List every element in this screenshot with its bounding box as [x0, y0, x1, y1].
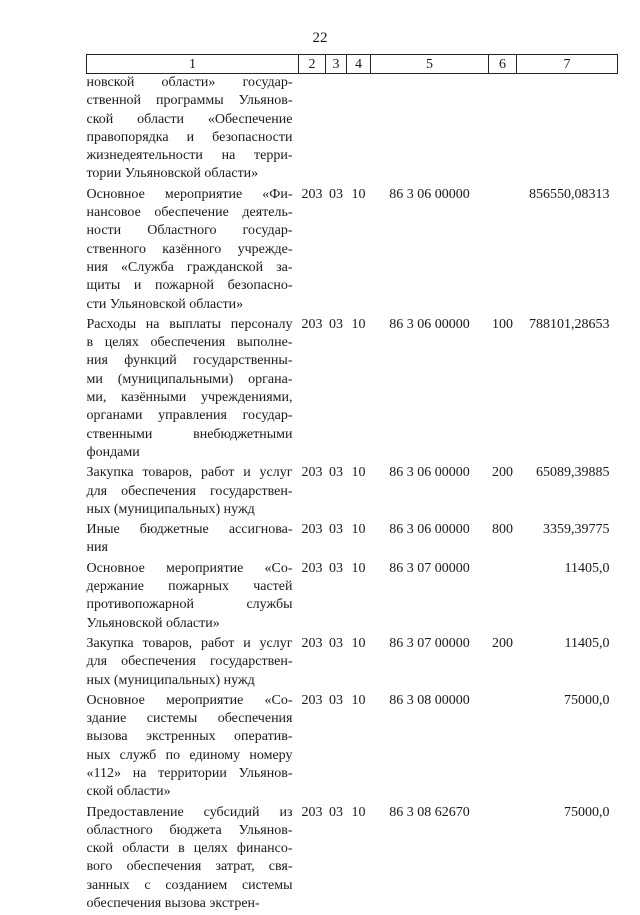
item-name-line: Предоставление субсидий из	[87, 804, 293, 822]
cell-ministry-code: 203	[299, 804, 326, 915]
item-name-line: ми, казёнными учреждениями,	[87, 389, 293, 407]
item-name-line: органами управления государ-	[87, 407, 293, 425]
cell-target-article: 86 3 06 00000	[371, 464, 489, 521]
cell-section-code: 03	[326, 316, 347, 464]
cell-subsection-code: 10	[347, 186, 371, 316]
cell-subsection-code: 10	[347, 560, 371, 635]
item-name-line: ных служб по единому номеру	[87, 747, 293, 765]
item-name-line: ми (муниципальными) органа-	[87, 371, 293, 389]
cell-amount: 65089,39885	[517, 464, 618, 521]
item-name-line: Расходы на выплаты персоналу	[87, 316, 293, 334]
item-name-line: областного бюджета Ульянов-	[87, 822, 293, 840]
item-name-line: Ульяновской области»	[87, 615, 293, 633]
cell-item-name	[87, 186, 299, 316]
cell-amount: 75000,0	[517, 804, 618, 915]
cell-subsection-code: 10	[347, 521, 371, 560]
item-name-line: для обеспечения государствен-	[87, 483, 293, 501]
table-row	[87, 464, 618, 521]
cell-section-code: 03	[326, 560, 347, 635]
item-name-line: обеспечения вызова экстрен-	[87, 895, 293, 913]
item-name-line: «112» на территории Ульянов-	[87, 765, 293, 783]
cell-item-name	[87, 521, 299, 560]
header-col-2: 2	[299, 55, 326, 74]
cell-expense-type: 200	[489, 635, 517, 692]
cell-subsection-code: 10	[347, 635, 371, 692]
item-name-line: щиты и пожарной безопасно-	[87, 277, 293, 295]
table-row	[87, 692, 618, 804]
item-name-line: ния	[87, 539, 293, 557]
table-row	[87, 316, 618, 464]
item-name-line: новской области» государ-	[87, 74, 293, 92]
header-col-6: 6	[489, 55, 517, 74]
cell-section-code: 03	[326, 692, 347, 804]
cell-item-name	[87, 692, 299, 804]
cell-ministry-code: 203	[299, 316, 326, 464]
cell-target-article: 86 3 06 00000	[371, 316, 489, 464]
cell-target-article: 86 3 08 62670	[371, 804, 489, 915]
cell-target-article: 86 3 06 00000	[371, 521, 489, 560]
cell-amount: 11405,0	[517, 635, 618, 692]
item-name-line: держание пожарных частей	[87, 578, 293, 596]
cell-amount: 75000,0	[517, 692, 618, 804]
cell-amount: 788101,28653	[517, 316, 618, 464]
cell-expense-type	[489, 74, 517, 186]
header-col-4: 4	[347, 55, 371, 74]
item-name-line: Основное мероприятие «Со-	[87, 692, 293, 710]
item-name-line: здание системы обеспечения	[87, 710, 293, 728]
item-name-line: ственного казённого учрежде-	[87, 241, 293, 259]
item-name-line: правопорядка и безопасности	[87, 129, 293, 147]
item-name-line: в целях обеспечения выполне-	[87, 334, 293, 352]
header-col-3: 3	[326, 55, 347, 74]
cell-target-article: 86 3 07 00000	[371, 635, 489, 692]
cell-expense-type	[489, 560, 517, 635]
item-name-line: вызова экстренных оператив-	[87, 728, 293, 746]
cell-amount: 3359,39775	[517, 521, 618, 560]
cell-expense-type: 200	[489, 464, 517, 521]
cell-target-article: 86 3 08 00000	[371, 692, 489, 804]
item-name-line: фондами	[87, 444, 293, 462]
cell-section-code: 03	[326, 464, 347, 521]
cell-expense-type: 100	[489, 316, 517, 464]
cell-target-article: 86 3 07 00000	[371, 560, 489, 635]
item-name-line: Основное мероприятие «Фи-	[87, 186, 293, 204]
cell-ministry-code: 203	[299, 635, 326, 692]
cell-target-article	[371, 74, 489, 186]
item-name-line: Закупка товаров, работ и услуг	[87, 635, 293, 653]
cell-amount	[517, 74, 618, 186]
item-name-line: ственной программы Ульянов-	[87, 92, 293, 110]
cell-subsection-code	[347, 74, 371, 186]
cell-amount: 11405,0	[517, 560, 618, 635]
cell-ministry-code	[299, 74, 326, 186]
table-row	[87, 521, 618, 560]
cell-section-code: 03	[326, 804, 347, 915]
cell-item-name	[87, 560, 299, 635]
cell-section-code: 03	[326, 635, 347, 692]
cell-ministry-code: 203	[299, 464, 326, 521]
table-row	[87, 804, 618, 915]
item-name-line: для обеспечения государствен-	[87, 653, 293, 671]
cell-item-name	[87, 635, 299, 692]
item-name-line: вого обеспечения затрат, свя-	[87, 858, 293, 876]
header-col-5: 5	[371, 55, 489, 74]
item-name-line: нансовое обеспечение деятель-	[87, 204, 293, 222]
table-row	[87, 74, 618, 186]
item-name-line: ственными внебюджетными	[87, 426, 293, 444]
cell-item-name	[87, 464, 299, 521]
budget-table	[86, 54, 618, 915]
item-name-line: тории Ульяновской области»	[87, 165, 293, 183]
table-row	[87, 635, 618, 692]
item-name-line: ской области в целях финансо-	[87, 840, 293, 858]
cell-expense-type	[489, 804, 517, 915]
item-name-line: ния функций государственны-	[87, 352, 293, 370]
item-name-line: ности Областного государ-	[87, 222, 293, 240]
cell-expense-type	[489, 186, 517, 316]
cell-subsection-code: 10	[347, 316, 371, 464]
cell-ministry-code: 203	[299, 186, 326, 316]
item-name-line: Иные бюджетные ассигнова-	[87, 521, 293, 539]
item-name-line: жизнедеятельности на терри-	[87, 147, 293, 165]
cell-expense-type: 800	[489, 521, 517, 560]
cell-subsection-code: 10	[347, 464, 371, 521]
item-name-line: Основное мероприятие «Со-	[87, 560, 293, 578]
cell-target-article: 86 3 06 00000	[371, 186, 489, 316]
item-name-line: ных (муниципальных) нужд	[87, 672, 293, 690]
item-name-line: занных с созданием системы	[87, 877, 293, 895]
cell-ministry-code: 203	[299, 521, 326, 560]
table-header-row	[87, 55, 618, 74]
item-name-line: противопожарной службы	[87, 596, 293, 614]
item-name-line: ской области «Обеспечение	[87, 111, 293, 129]
table-body	[87, 74, 618, 915]
item-name-line: Закупка товаров, работ и услуг	[87, 464, 293, 482]
header-col-7: 7	[517, 55, 618, 74]
item-name-line: ния «Служба гражданской за-	[87, 259, 293, 277]
cell-section-code	[326, 74, 347, 186]
cell-ministry-code: 203	[299, 560, 326, 635]
item-name-line: ской области»	[87, 783, 293, 801]
cell-item-name	[87, 316, 299, 464]
cell-subsection-code: 10	[347, 692, 371, 804]
cell-subsection-code: 10	[347, 804, 371, 915]
cell-section-code: 03	[326, 186, 347, 316]
cell-section-code: 03	[326, 521, 347, 560]
item-name-line: сти Ульяновской области»	[87, 296, 293, 314]
item-name-line: ных (муниципальных) нужд	[87, 501, 293, 519]
header-col-1: 1	[87, 55, 299, 74]
table-row	[87, 186, 618, 316]
cell-item-name	[87, 74, 299, 186]
cell-ministry-code: 203	[299, 692, 326, 804]
page-number: 22	[0, 30, 640, 47]
table-row	[87, 560, 618, 635]
cell-amount: 856550,08313	[517, 186, 618, 316]
cell-item-name	[87, 804, 299, 915]
cell-expense-type	[489, 692, 517, 804]
